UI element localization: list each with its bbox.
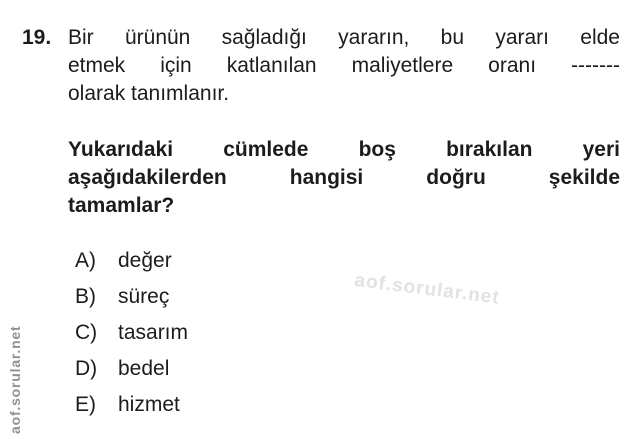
question-prompt-line: Yukarıdaki cümlede boş bırakılan yeri <box>68 138 620 161</box>
question-block <box>22 24 620 427</box>
option-e-text: hizmet <box>118 393 180 416</box>
question-statement-line: etmek için katlanılan maliyetlere oranı ------- <box>68 54 620 77</box>
question-statement-line: Bir ürünün sağladığı yararın, bu yararı elde <box>68 26 620 49</box>
question-statement <box>68 24 620 108</box>
watermark-left-vertical: aof.sorular.net <box>7 325 23 434</box>
option-c <box>75 319 620 355</box>
option-d <box>75 355 620 391</box>
option-b-text: süreç <box>118 285 170 308</box>
option-c-text: tasarım <box>118 321 189 344</box>
option-d-letter: D) <box>75 357 98 380</box>
question-prompt-line: aşağıdakilerden hangisi doğru şekilde <box>68 166 620 189</box>
options-list <box>68 247 620 427</box>
option-e-letter: E) <box>75 393 96 416</box>
question-body <box>68 24 620 427</box>
question-prompt <box>68 136 620 220</box>
question-prompt-line: tamamlar? <box>68 194 175 217</box>
option-a-text: değer <box>118 249 172 272</box>
option-c-letter: C) <box>75 321 98 344</box>
option-a-letter: A) <box>75 249 96 272</box>
option-d-text: bedel <box>118 357 170 380</box>
option-b-letter: B) <box>75 285 96 308</box>
option-b <box>75 283 620 319</box>
question-statement-line: olarak tanımlanır. <box>68 82 230 105</box>
question-number: 19. <box>22 26 52 49</box>
option-e <box>75 391 620 427</box>
option-a <box>75 247 620 283</box>
watermark-center: aof.sorular.net <box>353 270 501 309</box>
